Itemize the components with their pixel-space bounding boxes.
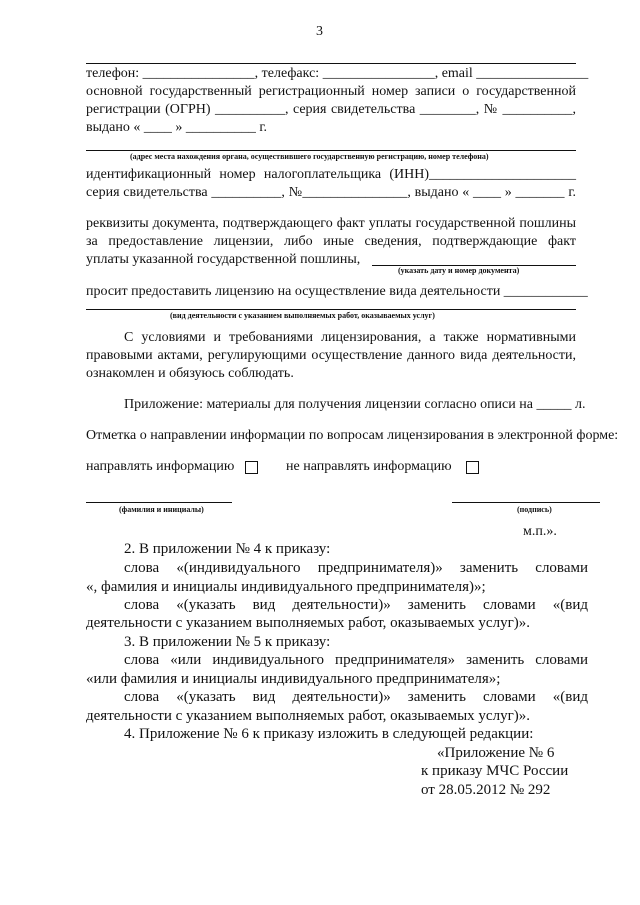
- request-rule: [86, 309, 576, 310]
- issued-line: выдано « ____ » __________ г.: [86, 120, 268, 135]
- fee-line-2: за предоставление лицензии, либо иные сведения, подтверждающие факт: [86, 234, 576, 249]
- appendix-order: к приказу МЧС России: [421, 763, 569, 779]
- amendment-2-line-3: «, фамилия и инициалы индивидуального предпринимателя)»;: [86, 579, 486, 595]
- fee-caption: (указать дату и номер документа): [398, 266, 520, 275]
- amendment-4-title: 4. Приложение № 6 к приказу изложить в следующей редакции:: [124, 726, 534, 742]
- inn-certificate-line: серия свидетельства __________, №_______________, выдано « ____ » _______ г.: [86, 185, 576, 200]
- attachment-line: Приложение: материалы для получения лицензии согласно описи на _____ л.: [124, 397, 586, 412]
- not-send-info-label: не направлять информацию: [286, 459, 452, 474]
- appendix-title: «Приложение № 6: [437, 745, 555, 761]
- amendment-2-line-2: слова «(индивидуального предпринимателя)» заменить словами: [124, 560, 588, 576]
- signature-caption: (подпись): [517, 505, 552, 514]
- request-caption: (вид деятельности с указанием выполняемых работ, оказываемых услуг): [170, 311, 435, 320]
- electronic-mark-line: Отметка о направлении информации по вопросам лицензирования в электронной форме:: [86, 428, 619, 443]
- stamp-mark: м.п.».: [523, 524, 557, 539]
- amendment-3-line-3: «или фамилия и инициалы индивидуального предпринимателя»;: [86, 671, 501, 687]
- amendment-3-title: 3. В приложении № 5 к приказу:: [124, 634, 331, 650]
- send-info-label: направлять информацию: [86, 459, 235, 474]
- request-line: просит предоставить лицензию на осуществление вида деятельности ____________: [86, 284, 588, 299]
- top-rule: [86, 63, 576, 64]
- amendment-2-line-4: слова «(указать вид деятельности)» заменить словами «(вид: [124, 597, 588, 613]
- conditions-line-3: ознакомлен и обязуюсь соблюдать.: [86, 366, 294, 381]
- page-number: 3: [316, 24, 323, 39]
- address-rule: [86, 150, 576, 151]
- appendix-date: от 28.05.2012 № 292: [421, 782, 551, 798]
- contact-line: телефон: ________________, телефакс: ________________, email ________________: [86, 66, 589, 81]
- name-caption: (фамилия и инициалы): [119, 505, 204, 514]
- amendment-3-line-4: слова «(указать вид деятельности)» заменить словами «(вид: [124, 689, 588, 705]
- not-send-info-checkbox[interactable]: [466, 461, 479, 474]
- signature-rule: [452, 502, 600, 503]
- amendment-3-line-2: слова «или индивидуального предпринимателя» заменить словами: [124, 652, 588, 668]
- name-rule: [86, 502, 232, 503]
- fee-line-1: реквизиты документа, подтверждающего факт уплаты государственной пошлины: [86, 216, 576, 231]
- ogrn-line: основной государственный регистрационный номер записи о государственной: [86, 84, 576, 99]
- inn-line: идентификационный номер налогоплательщика (ИНН)_____________________: [86, 167, 576, 182]
- address-caption: (адрес места нахождения органа, осуществившего государственную регистрацию, номер телефона): [130, 152, 489, 161]
- conditions-line-2: правовыми актами, регулирующими осуществление данного вида деятельности,: [86, 348, 576, 363]
- amendment-3-line-5: деятельности с указанием выполняемых работ, оказываемых услуг)».: [86, 708, 530, 724]
- send-info-checkbox[interactable]: [245, 461, 258, 474]
- amendment-2-line-5: деятельности с указанием выполняемых работ, оказываемых услуг)».: [86, 615, 530, 631]
- ogrn-registration-line: регистрации (ОГРН) __________, серия свидетельства ________, № __________,: [86, 102, 576, 117]
- fee-line-3: уплаты указанной государственной пошлины,: [86, 252, 361, 267]
- amendment-2-title: 2. В приложении № 4 к приказу:: [124, 541, 331, 557]
- conditions-line-1: С условиями и требованиями лицензирования, а также нормативными: [124, 330, 576, 345]
